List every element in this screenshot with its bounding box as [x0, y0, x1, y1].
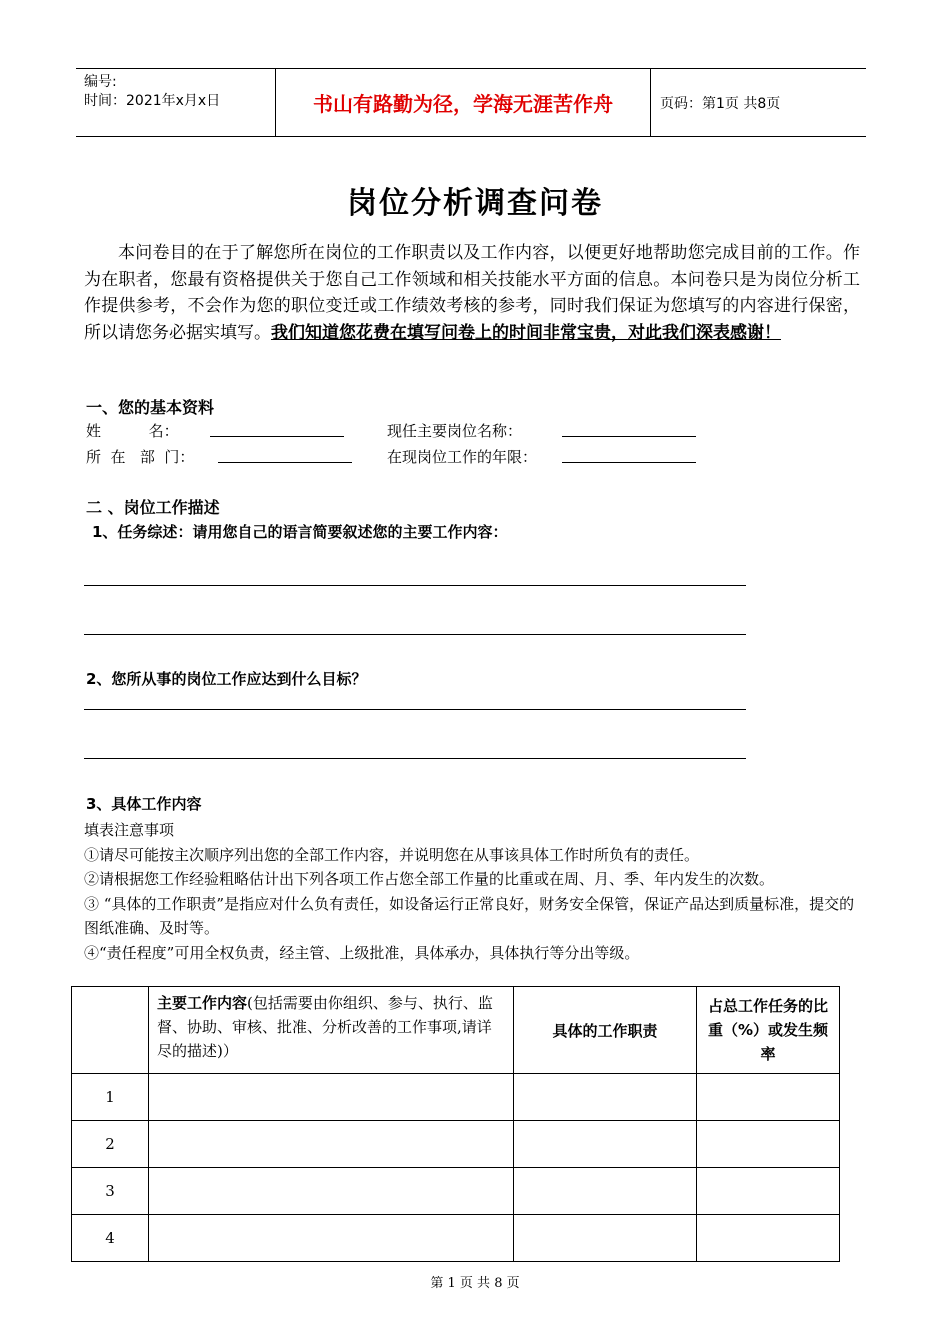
name-label: 姓 名： — [86, 422, 179, 440]
position-label: 现任主要岗位名称： — [387, 422, 523, 440]
row-cell[interactable] — [149, 1074, 514, 1121]
intro-text: 本问卷目的在于了解您所在岗位的工作职责以及工作内容，以便更好地帮助您完成目前的工作。作为在职者，您最有资格提供关于您自己工作领域和相关技能水平方面的信息。本问卷只是为岗位分析工作提供参考，不会作为您的职位变迁或工作绩效考核的参考，同时我们保证为您填写的内容进行保密，所以请您务必据实填写。 — [84, 243, 860, 343]
table-row — [72, 1168, 840, 1215]
row-cell[interactable] — [697, 1215, 840, 1262]
header-duties: 具体的工作职责 — [514, 987, 697, 1074]
row-index: 3 — [72, 1168, 149, 1215]
row-index: 4 — [72, 1215, 149, 1262]
question-3: 3、具体工作内容 — [86, 795, 202, 813]
section1-heading: 一、您的基本资料 — [86, 398, 215, 417]
table-row — [72, 1215, 840, 1262]
answer-line[interactable] — [84, 585, 746, 586]
notes-block — [84, 818, 860, 965]
header-weight: 占总工作任务的比重（%）或发生频率 — [697, 987, 840, 1074]
row-cell[interactable] — [697, 1168, 840, 1215]
header-index-cell — [72, 987, 149, 1074]
table-row — [72, 1074, 840, 1121]
row-cell[interactable] — [149, 1215, 514, 1262]
name-input-line[interactable] — [210, 436, 344, 437]
question-2: 2、您所从事的岗位工作应达到什么目标？ — [86, 670, 367, 688]
row-index: 2 — [72, 1121, 149, 1168]
row-cell[interactable] — [514, 1121, 697, 1168]
header-page-info: 页码：第1页 共8页 — [660, 95, 781, 112]
note-item: ③ “具体的工作职责”是指应对什么负有责任，如设备运行正常良好，财务安全保管，保证产品达到质量标准，提交的图纸准确、及时等。 — [84, 894, 855, 937]
row-cell[interactable] — [697, 1121, 840, 1168]
page-title: 岗位分析调查问卷 — [347, 186, 603, 221]
dept-label: 所 在 部 门： — [86, 448, 195, 466]
row-cell[interactable] — [514, 1074, 697, 1121]
header-main-desc: (包括需要由你组织、参与、执行、监督、协助、审核、批准、分析改善的工作事项,请详尽的描述)） — [157, 994, 493, 1060]
note-item: ②请根据您工作经验粗略估计出下列各项工作占您全部工作量的比重或在周、月、季、年内发生的次数。 — [84, 870, 775, 888]
intro-emphasis: 我们知道您花费在填写问卷上的时间非常宝贵，对此我们深表感谢！ — [271, 322, 781, 343]
dept-input-line[interactable] — [218, 462, 352, 463]
position-input-line[interactable] — [562, 436, 696, 437]
answer-line[interactable] — [84, 709, 746, 710]
row-cell[interactable] — [514, 1168, 697, 1215]
row-cell[interactable] — [149, 1121, 514, 1168]
header-meta — [76, 69, 276, 136]
years-input-line[interactable] — [562, 462, 696, 463]
note-item: ①请尽可能按主次顺序列出您的全部工作内容，并说明您在从事该具体工作时所负有的责任。 — [84, 845, 700, 864]
header-main-content — [149, 987, 514, 1074]
note-item: ④“责任程度”可用全权负责，经主管、上级批准，具体承办，具体执行等分出等级。 — [84, 943, 640, 962]
intro-paragraph — [84, 240, 860, 346]
answer-line[interactable] — [84, 758, 746, 759]
row-index: 1 — [72, 1074, 149, 1121]
work-content-table — [71, 986, 840, 1262]
section2-heading: 二 、岗位工作描述 — [86, 498, 220, 517]
table-header-row — [72, 987, 840, 1074]
page-footer: 第 1 页 共 8 页 — [430, 1276, 520, 1291]
time-label: 时间：2021年x月x日 — [84, 93, 221, 109]
notes-title: 填表注意事项 — [84, 821, 175, 839]
answer-line[interactable] — [84, 634, 746, 635]
question-1: 1、任务综述：请用您自己的语言简要叙述您的主要工作内容： — [92, 523, 508, 541]
row-cell[interactable] — [514, 1215, 697, 1262]
page-header — [76, 68, 866, 137]
years-label: 在现岗位工作的年限： — [387, 448, 538, 466]
header-motto: 书山有路勤为径，学海无涯苦作舟 — [276, 69, 651, 136]
header-main-bold: 主要工作内容 — [157, 994, 248, 1012]
table-row — [72, 1121, 840, 1168]
row-cell[interactable] — [697, 1074, 840, 1121]
number-label: 编号: — [84, 74, 117, 90]
row-cell[interactable] — [149, 1168, 514, 1215]
